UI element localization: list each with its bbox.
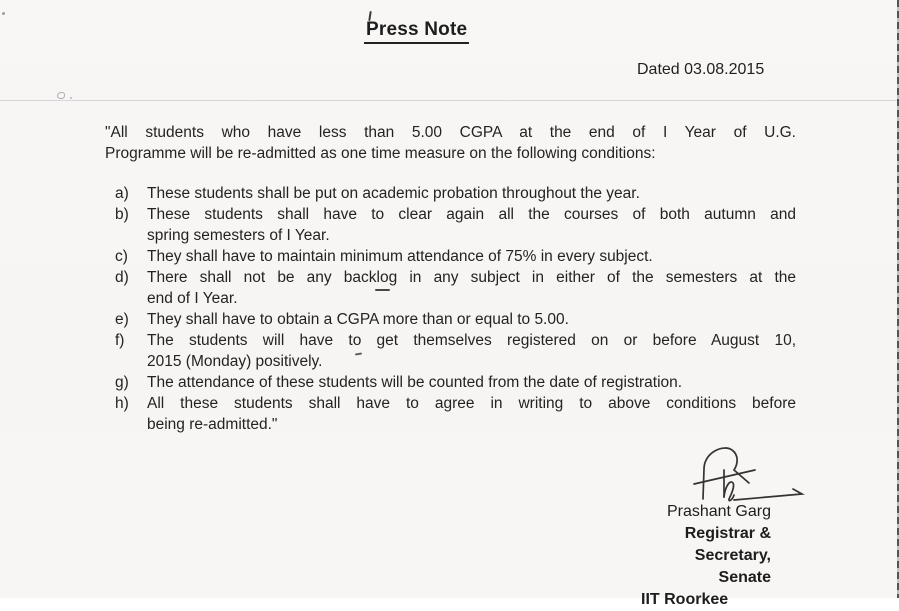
condition-item-c (105, 246, 796, 267)
condition-item-b (105, 204, 796, 246)
intro-line: "All students who have less than 5.00 CGPA at the end of I Year of U.G. (105, 124, 796, 141)
condition-text: The students will have to get themselves registered on or before August 10, 2015 (Monday) positively. (147, 332, 796, 370)
condition-marker: f) (115, 332, 125, 349)
condition-item-e (105, 309, 796, 330)
condition-text: The attendance of these students will be counted from the date of registration. (147, 374, 683, 391)
intro-paragraph (105, 122, 796, 164)
scan-line-artifact (0, 100, 899, 101)
condition-item-d (105, 267, 796, 309)
conditions-list (105, 183, 796, 435)
page-title: Press Note (364, 19, 469, 44)
date-line: Dated 03.08.2015 (637, 61, 765, 78)
condition-text: These students shall have to clear again all the courses of both autumn and spring semesters of I Year. (147, 206, 796, 244)
condition-text: They shall have to maintain minimum attendance of 75% in every subject. (147, 248, 653, 265)
condition-text: These students shall be put on academic probation throughout the year. (147, 185, 640, 202)
signatory-org: IIT Roorkee (641, 591, 729, 608)
condition-marker: h) (115, 395, 129, 412)
condition-item-h (105, 393, 796, 435)
scan-speck-artifact (2, 12, 5, 15)
condition-marker: c) (115, 248, 128, 265)
condition-item-a (105, 183, 796, 204)
condition-marker: g) (115, 374, 129, 391)
signatory-role: Registrar & (684, 525, 771, 542)
signature-scribble-icon (692, 443, 810, 510)
scan-speck-artifact (70, 97, 72, 99)
intro-line: Programme will be re-admitted as one time measure on the following conditions: (105, 145, 656, 162)
condition-text: All these students shall have to agree in writing to above conditions before being re-admitted." (147, 395, 796, 433)
condition-text: They shall have to obtain a CGPA more than or equal to 5.00. (147, 311, 569, 328)
condition-item-f (105, 330, 796, 372)
document-body (105, 122, 796, 435)
condition-marker: a) (115, 185, 129, 202)
condition-marker: e) (115, 311, 129, 328)
condition-text: There shall not be any backlog in any subject in either of the semesters at the end of I Year. (147, 269, 796, 307)
condition-item-g (105, 372, 796, 393)
signatory-role: Secretary, Senate (694, 547, 771, 586)
condition-marker: d) (115, 269, 129, 286)
scan-speck-artifact (57, 92, 65, 99)
signature-block (641, 501, 771, 611)
signatory-name: Prashant Garg (666, 503, 771, 520)
condition-marker: b) (115, 206, 129, 223)
